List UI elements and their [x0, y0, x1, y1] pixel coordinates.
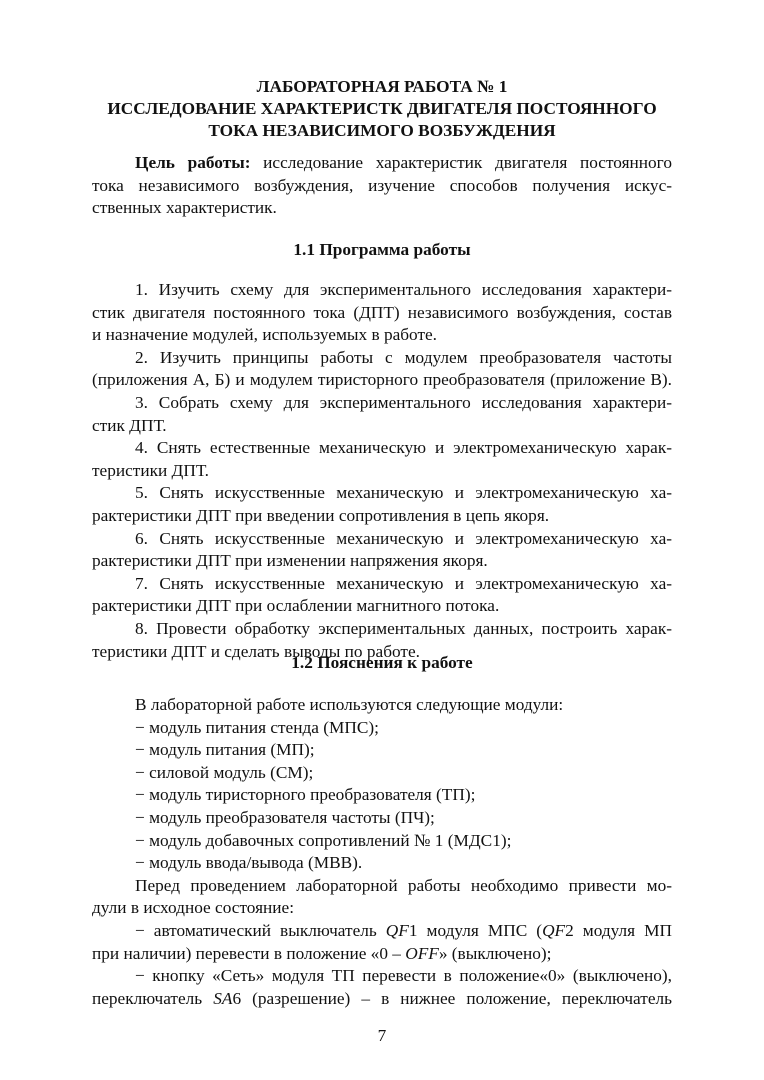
text-line: [92, 852, 672, 875]
section-heading-program: [92, 239, 672, 262]
text-segment: тока независимого возбуждения, изучение способов получения искус-: [92, 175, 672, 195]
text-line: [92, 943, 672, 966]
goal-paragraph: [92, 152, 672, 220]
text-line: [92, 920, 672, 943]
text-segment: дули в исходное состояние:: [92, 898, 295, 918]
text-line: [92, 528, 672, 551]
heading-text: 1.2 Пояснения к работе: [291, 653, 473, 672]
text-line: [92, 279, 672, 302]
text-segment: теристики ДПТ и сделать выводы по работе.: [92, 641, 420, 661]
text-line: [92, 175, 672, 198]
text-segment: − модуль добавочных сопротивлений № 1 (МДС1);: [135, 830, 512, 850]
heading-text: 1.1 Программа работы: [293, 240, 471, 259]
text-line: [92, 437, 672, 460]
page-number: [92, 1026, 672, 1046]
text-segment: 6. Снять искусственные механическую и электромеханическую ха-: [135, 528, 672, 548]
text-line: [92, 324, 672, 347]
title-line: ИССЛЕДОВАНИЕ ХАРАКТЕРИСТК ДВИГАТЕЛЯ ПОСТОЯННОГО: [107, 99, 657, 118]
text-segment: исследование характеристик двигателя постоянного: [250, 153, 672, 172]
text-segment: ственных характеристик.: [92, 198, 277, 218]
text-segment: 1 модуля МПС (: [408, 920, 543, 940]
text-segment: и назначение модулей, используемых в работе.: [92, 325, 437, 345]
text-line: [92, 897, 672, 920]
text-line: [92, 302, 672, 325]
title-line: ТОКА НЕЗАВИСИМОГО ВОЗБУЖДЕНИЯ: [208, 121, 556, 140]
text-line: [92, 875, 672, 898]
text-segment: (приложения А, Б) и модулем тиристорного преобразователя (приложение В).: [92, 370, 672, 390]
text-segment: 5. Снять искусственные механическую и электромеханическую ха-: [135, 483, 672, 503]
text-segment: − автоматический выключатель: [135, 920, 386, 940]
text-segment: рактеристики ДПТ при введении сопротивления в цепь якоря.: [92, 505, 550, 525]
text-segment: − модуль тиристорного преобразователя (ТП);: [135, 785, 476, 805]
text-segment: − кнопку «Сеть» модуля ТП перевести в положение«0» (выключено),: [135, 966, 672, 986]
text-line: [92, 988, 672, 1011]
text-segment: − модуль питания (МП);: [135, 740, 315, 760]
text-segment: 2. Изучить принципы работы с модулем преобразователя частоты: [135, 347, 672, 367]
text-segment: − силовой модуль (СМ);: [135, 762, 314, 782]
text-segment: рактеристики ДПТ при ослаблении магнитного потока.: [92, 596, 500, 616]
text-line: [92, 415, 672, 438]
italic-symbol: QF: [385, 920, 409, 940]
text-segment: Перед проведением лабораторной работы необходимо привести мо-: [135, 875, 672, 895]
text-segment: 7. Снять искусственные механическую и электромеханическую ха-: [135, 573, 672, 593]
text-line: [92, 369, 672, 392]
text-segment: переключатель: [92, 988, 214, 1008]
text-line: [92, 197, 672, 220]
text-line: [92, 347, 672, 370]
text-segment: − модуль ввода/вывода (МВВ).: [135, 853, 363, 873]
text-line: [92, 965, 672, 988]
italic-symbol: SA: [213, 988, 233, 1008]
text-segment: при наличии) перевести в положение «0 –: [92, 943, 406, 963]
text-line: [92, 739, 672, 762]
text-line: [92, 505, 672, 528]
page-number-text: 7: [377, 1026, 387, 1045]
text-line: [92, 784, 672, 807]
document-title: [92, 76, 672, 142]
text-segment: стик ДПТ.: [92, 415, 167, 435]
text-segment: − модуль преобразователя частоты (ПЧ);: [135, 807, 435, 827]
text-line: [92, 618, 672, 641]
text-segment: 6 (разрешение) – в нижнее положение, переключатель: [232, 988, 672, 1008]
text-line: [92, 717, 672, 740]
text-line: [92, 830, 672, 853]
text-segment: 2 модуля МП: [565, 920, 672, 940]
text-segment: стик двигателя постоянного тока (ДПТ) независимого возбуждения, состав: [92, 302, 672, 322]
text-segment: рактеристики ДПТ при изменении напряжения якоря.: [92, 551, 488, 571]
text-line: [92, 482, 672, 505]
title-line: ЛАБОРАТОРНАЯ РАБОТА № 1: [256, 77, 508, 96]
text-line: [92, 595, 672, 618]
text-line: [92, 550, 672, 573]
text-line: [92, 573, 672, 596]
text-line: [92, 392, 672, 415]
text-line: [92, 807, 672, 830]
explanation-text: [92, 694, 672, 1010]
text-segment: В лабораторной работе используются следующие модули:: [135, 695, 564, 714]
goal-label: Цель работы:: [135, 153, 251, 172]
text-segment: 1. Изучить схему для экспериментального исследования характери-: [135, 280, 672, 299]
text-line: [92, 460, 672, 483]
text-line: [92, 694, 672, 717]
program-list: [92, 279, 672, 663]
text-segment: − модуль питания стенда (МПС);: [135, 717, 379, 737]
text-segment: теристики ДПТ.: [92, 460, 209, 480]
text-line: [92, 762, 672, 785]
text-line: [92, 152, 672, 175]
section-heading-explanations: [92, 652, 672, 675]
italic-symbol: OFF: [405, 943, 439, 963]
italic-symbol: QF: [542, 920, 566, 940]
text-segment: » (выключено);: [438, 943, 552, 963]
text-segment: 3. Собрать схему для экспериментального исследования характери-: [135, 392, 672, 412]
text-segment: 8. Провести обработку экспериментальных данных, построить харак-: [135, 618, 672, 638]
text-segment: 4. Снять естественные механическую и электромеханическую харак-: [135, 438, 672, 458]
